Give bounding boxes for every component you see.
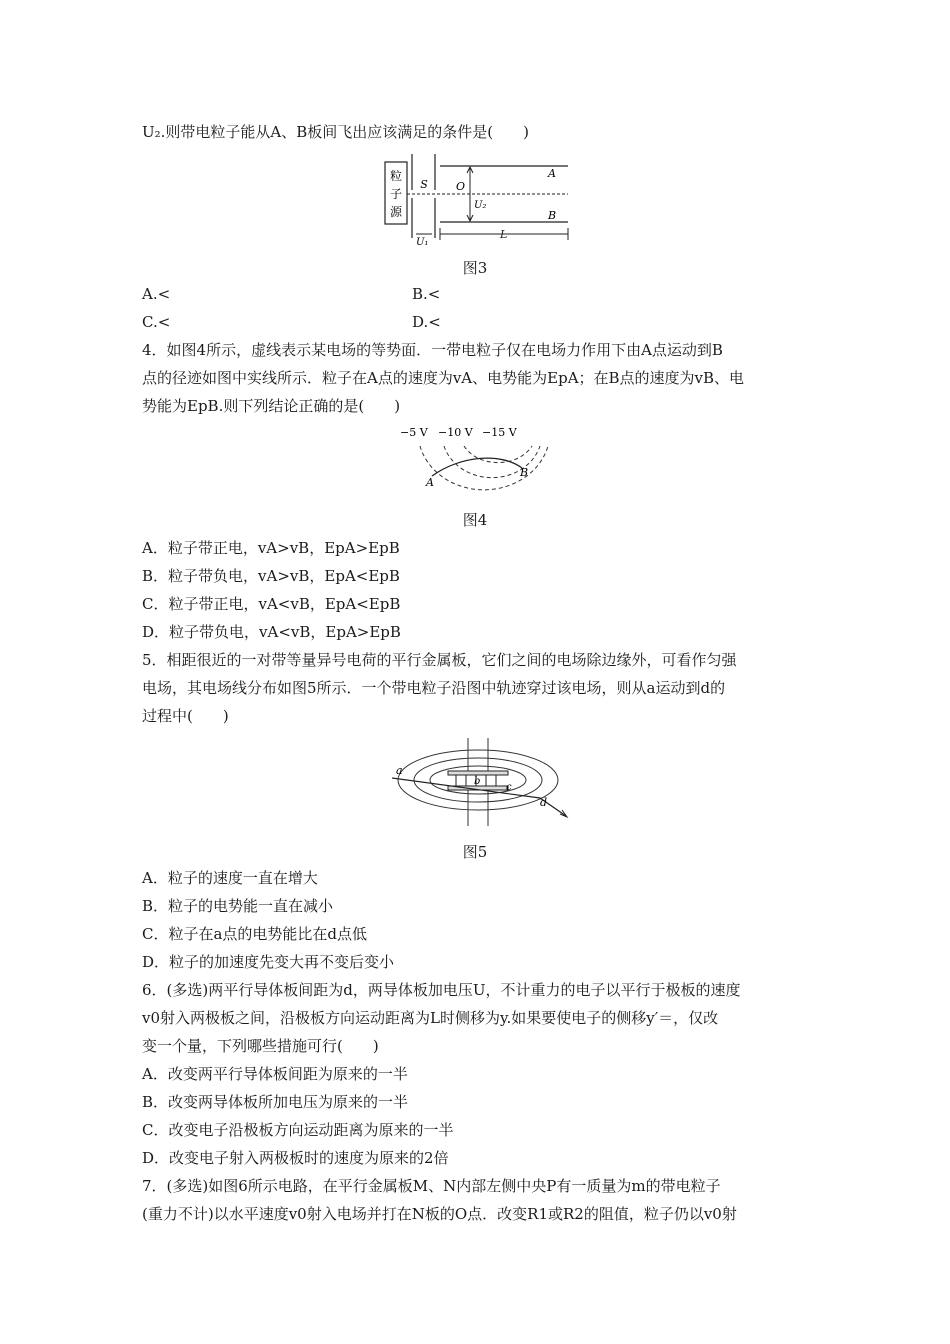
q5-option-b: B．粒子的电势能一直在减小 <box>142 897 334 915</box>
figure-5-caption: 图5 <box>462 843 488 861</box>
point-c-label: c <box>506 782 512 793</box>
label-U1: U₁ <box>416 237 429 246</box>
figure-4-caption: 图4 <box>462 511 488 529</box>
source-label-1: 粒 <box>389 169 403 183</box>
q4-stem-line-1: 4．如图4所示，虚线表示某电场的等势面．一带电粒子仅在电场力作用下由A点运动到B <box>142 341 723 359</box>
equipotential-label-3: −15 V <box>482 426 517 439</box>
equipotential-label-2: −10 V <box>438 426 473 439</box>
q3-option-a: A.< <box>142 285 171 303</box>
q6-option-b: B．改变两导体板所加电压为原来的一半 <box>142 1093 409 1111</box>
q4-option-d: D．粒子带负电，vA<vB，EpA>EpB <box>142 623 401 641</box>
q7-stem-line-1: 7．(多选)如图6所示电路，在平行金属板M、N内部左侧中央P有一质量为m的带电粒子 <box>142 1177 721 1195</box>
upper-plate <box>448 771 508 775</box>
equipotential-label-1: −5 V <box>400 426 428 439</box>
q6-stem-line-1: 6．(多选)两平行导体板间距为d，两导体板加电压U，不计重力的电子以平行于极板的速度 <box>142 981 741 999</box>
q3-option-b: B.< <box>412 285 441 303</box>
q6-option-a: A．改变两平行导体板间距为原来的一半 <box>142 1065 408 1083</box>
q4-option-c: C．粒子带正电，vA<vB，EpA<EpB <box>142 595 401 613</box>
trajectory <box>432 458 522 476</box>
label-S: S <box>420 178 428 191</box>
label-U2: U₂ <box>474 200 487 211</box>
q5-stem-line-2: 电场，其电场线分布如图5所示．一个带电粒子沿图中轨迹穿过该电场，则从a运动到d的 <box>142 679 726 697</box>
label-O: O <box>456 180 466 193</box>
figure-3-caption: 图3 <box>462 259 488 277</box>
q6-stem-line-3: 变一个量，下列哪些措施可行( ) <box>142 1037 379 1055</box>
label-A: A <box>548 167 556 180</box>
q3-stem-tail: U₂.则带电粒子能从A、B板间飞出应该满足的条件是( ) <box>142 123 529 141</box>
q4-option-a: A．粒子带正电，vA>vB，EpA>EpB <box>142 539 400 557</box>
q7-stem-line-2: (重力不计)以水平速度v0射入电场并打在N板的O点．改变R1或R2的阻值，粒子仍以v0射 <box>142 1205 737 1223</box>
point-a-label: a <box>396 764 403 777</box>
figure-3 <box>380 150 580 246</box>
q6-option-d: D．改变电子射入两极板时的速度为原来的2倍 <box>142 1149 449 1167</box>
figure-5 <box>390 734 570 828</box>
q4-stem-line-3: 势能为EpB.则下列结论正确的是( ) <box>142 397 401 415</box>
q5-stem-line-3: 过程中( ) <box>142 707 229 725</box>
point-B-label: B <box>520 466 529 479</box>
q3-option-d: D.< <box>412 313 441 331</box>
q5-option-d: D．粒子的加速度先变大再不变后变小 <box>142 953 395 971</box>
label-L: L <box>500 228 508 241</box>
point-A-label: A <box>426 476 434 489</box>
q4-option-b: B．粒子带负电，vA>vB，EpA<EpB <box>142 567 400 585</box>
label-B: B <box>548 209 557 222</box>
q5-option-c: C．粒子在a点的电势能比在d点低 <box>142 925 368 943</box>
q5-option-a: A．粒子的速度一直在增大 <box>142 869 318 887</box>
source-label-3: 源 <box>389 205 403 219</box>
point-d-label: d <box>540 796 548 809</box>
q6-option-c: C．改变电子沿极板方向运动距离为原来的一半 <box>142 1121 454 1139</box>
q5-stem-line-1: 5．相距很近的一对带等量异号电荷的平行金属板，它们之间的电场除边缘外，可看作匀强 <box>142 651 737 669</box>
q3-option-c: C.< <box>142 313 171 331</box>
point-b-label: b <box>474 776 481 787</box>
source-label-2: 子 <box>389 187 403 201</box>
q4-stem-line-2: 点的径迹如图中实线所示．粒子在A点的速度为vA、电势能为EpA；在B点的速度为vB、电 <box>142 369 745 387</box>
figure-4 <box>400 424 560 506</box>
q6-stem-line-2: v0射入两极板之间，沿极板方向运动距离为L时侧移为y.如果要使电子的侧移y′＝，仅改 <box>142 1009 719 1027</box>
